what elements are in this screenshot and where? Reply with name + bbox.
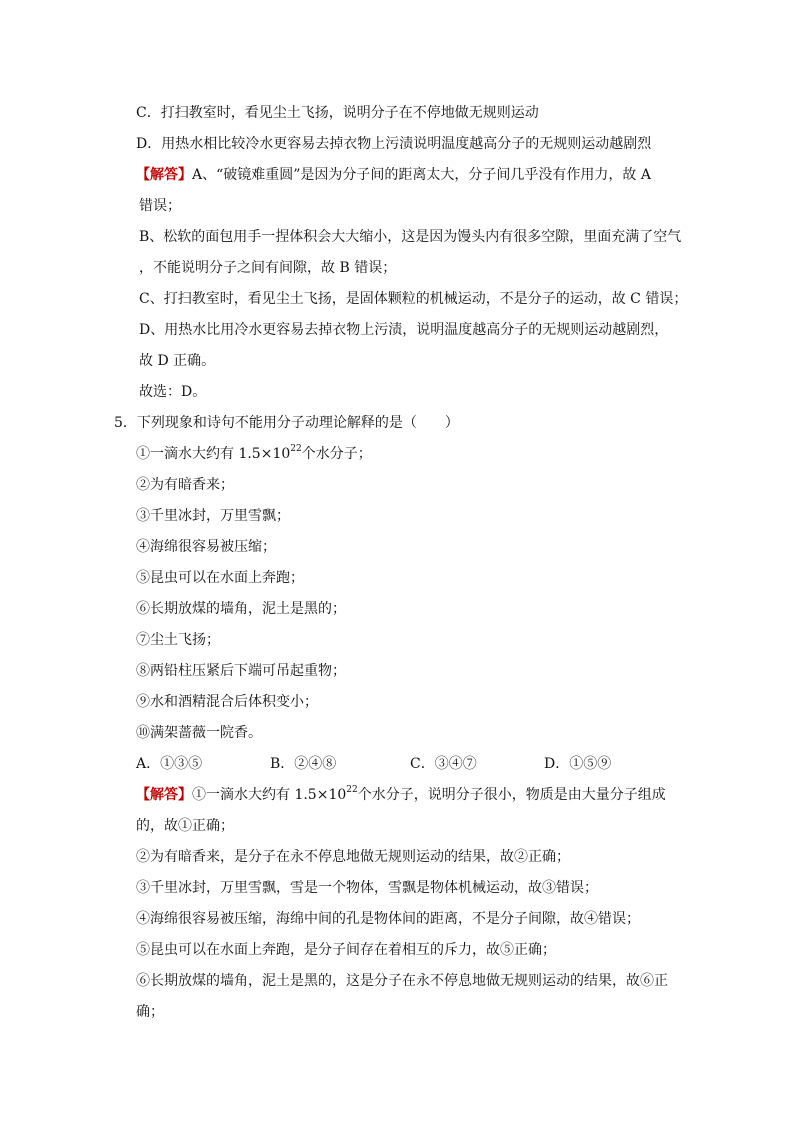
- q5-item1-pre: ①一滴水大约有 1.5×10: [136, 446, 291, 462]
- q5-item: ⑧两铅柱压紧后下端可吊起重物；: [136, 663, 346, 679]
- q5-answer-exponent: 22: [346, 785, 358, 796]
- q4-option-c: C．打扫教室时，看见尘土飞扬，说明分子在不停地做无规则运动: [136, 105, 539, 121]
- q4-answer-line: 错误；: [139, 198, 181, 214]
- q5-stem-text: 5．下列现象和诗句不能用分子动理论解释的是（ ）: [114, 415, 459, 431]
- q5-option-b: B．②④⑧: [270, 756, 337, 772]
- q5-stem: [114, 408, 696, 439]
- q5-answer-line: 确；: [136, 1004, 164, 1020]
- answer-tag: 【解答】: [136, 787, 192, 803]
- q5-item1-post: 个水分子；: [301, 446, 372, 462]
- q5-answer-line: [136, 780, 696, 811]
- q4-answer-text: A、“破镜难重圆”是因为分子间的距离太大，分子间几乎没有作用力，故 A: [192, 167, 651, 183]
- q5-option-a: A．①③⑤: [136, 756, 203, 772]
- q5-item: ⑨水和酒精混合后体积变小；: [136, 694, 318, 710]
- q5-item: ⑩满架蔷薇一院香。: [136, 725, 262, 741]
- q5-option-c: C．③④⑦: [410, 756, 477, 772]
- q5-item: ⑦尘土飞扬；: [136, 632, 220, 648]
- q5-answer-line: ④海绵很容易被压缩，海绵中间的孔是物体间的距离，不是分子间隙，故④错误；: [136, 911, 640, 927]
- q5-answer-line: ⑥长期放煤的墙角，泥土是黑的，这是分子在永不停息地做无规则运动的结果，故⑥正: [136, 973, 668, 989]
- answer-tag: 【解答】: [136, 167, 192, 183]
- q5-answer-first-pre: ①一滴水大约有 1.5×10: [192, 787, 347, 803]
- q5-item: ②为有暗香来；: [136, 477, 234, 493]
- q5-answer-line: ②为有暗香来，是分子在永不停息地做无规则运动的结果，故②正确；: [136, 849, 570, 865]
- q4-answer-line: B、松软的面包用手一捏体积会大大缩小，这是因为馒头内有很多空隙，里面充满了空气: [139, 229, 682, 245]
- q5-item: ⑤昆虫可以在水面上奔跑；: [136, 570, 304, 586]
- q5-answer-first-post: 个水分子，说明分子很小，物质是由大量分子组成: [357, 787, 666, 803]
- q5-item: ⑥长期放煤的墙角，泥土是黑的；: [136, 601, 346, 617]
- q5-answer-line: 的，故①正确；: [136, 818, 234, 834]
- q4-answer-line: D、用热水比用冷水更容易去掉衣物上污渍，说明温度越高分子的无规则运动越剧烈，: [139, 322, 669, 338]
- q5-item1-exponent: 22: [290, 444, 302, 455]
- q4-answer-line: C、打扫教室时，看见尘土飞扬，是固体颗粒的机械运动，不是分子的运动，故 C 错误；: [139, 291, 688, 307]
- q4-answer-line: [136, 160, 696, 191]
- q5-answer-line: ⑤昆虫可以在水面上奔跑，是分子间存在着相互的斥力，故⑤正确；: [136, 942, 556, 958]
- q4-answer-line: ，不能说明分子之间有间隙，故 B 错误；: [139, 260, 397, 276]
- q5-answer-line: ③千里冰封，万里雪飘，雪是一个物体，雪飘是物体机械运动，故③错误；: [136, 880, 598, 896]
- q5-item: [136, 439, 696, 470]
- q4-answer-line: 故选：D。: [139, 384, 207, 400]
- q5-item: ④海绵很容易被压缩；: [136, 539, 276, 555]
- q4-answer-line: 故 D 正确。: [139, 353, 216, 369]
- q5-item: ③千里冰封，万里雪飘；: [136, 508, 290, 524]
- q5-option-d: D．①⑤⑨: [544, 756, 612, 772]
- q5-options: [136, 749, 696, 780]
- q4-option-d: D．用热水相比较冷水更容易去掉衣物上污渍说明温度越高分子的无规则运动越剧烈: [136, 136, 652, 152]
- page-content: [114, 98, 696, 1028]
